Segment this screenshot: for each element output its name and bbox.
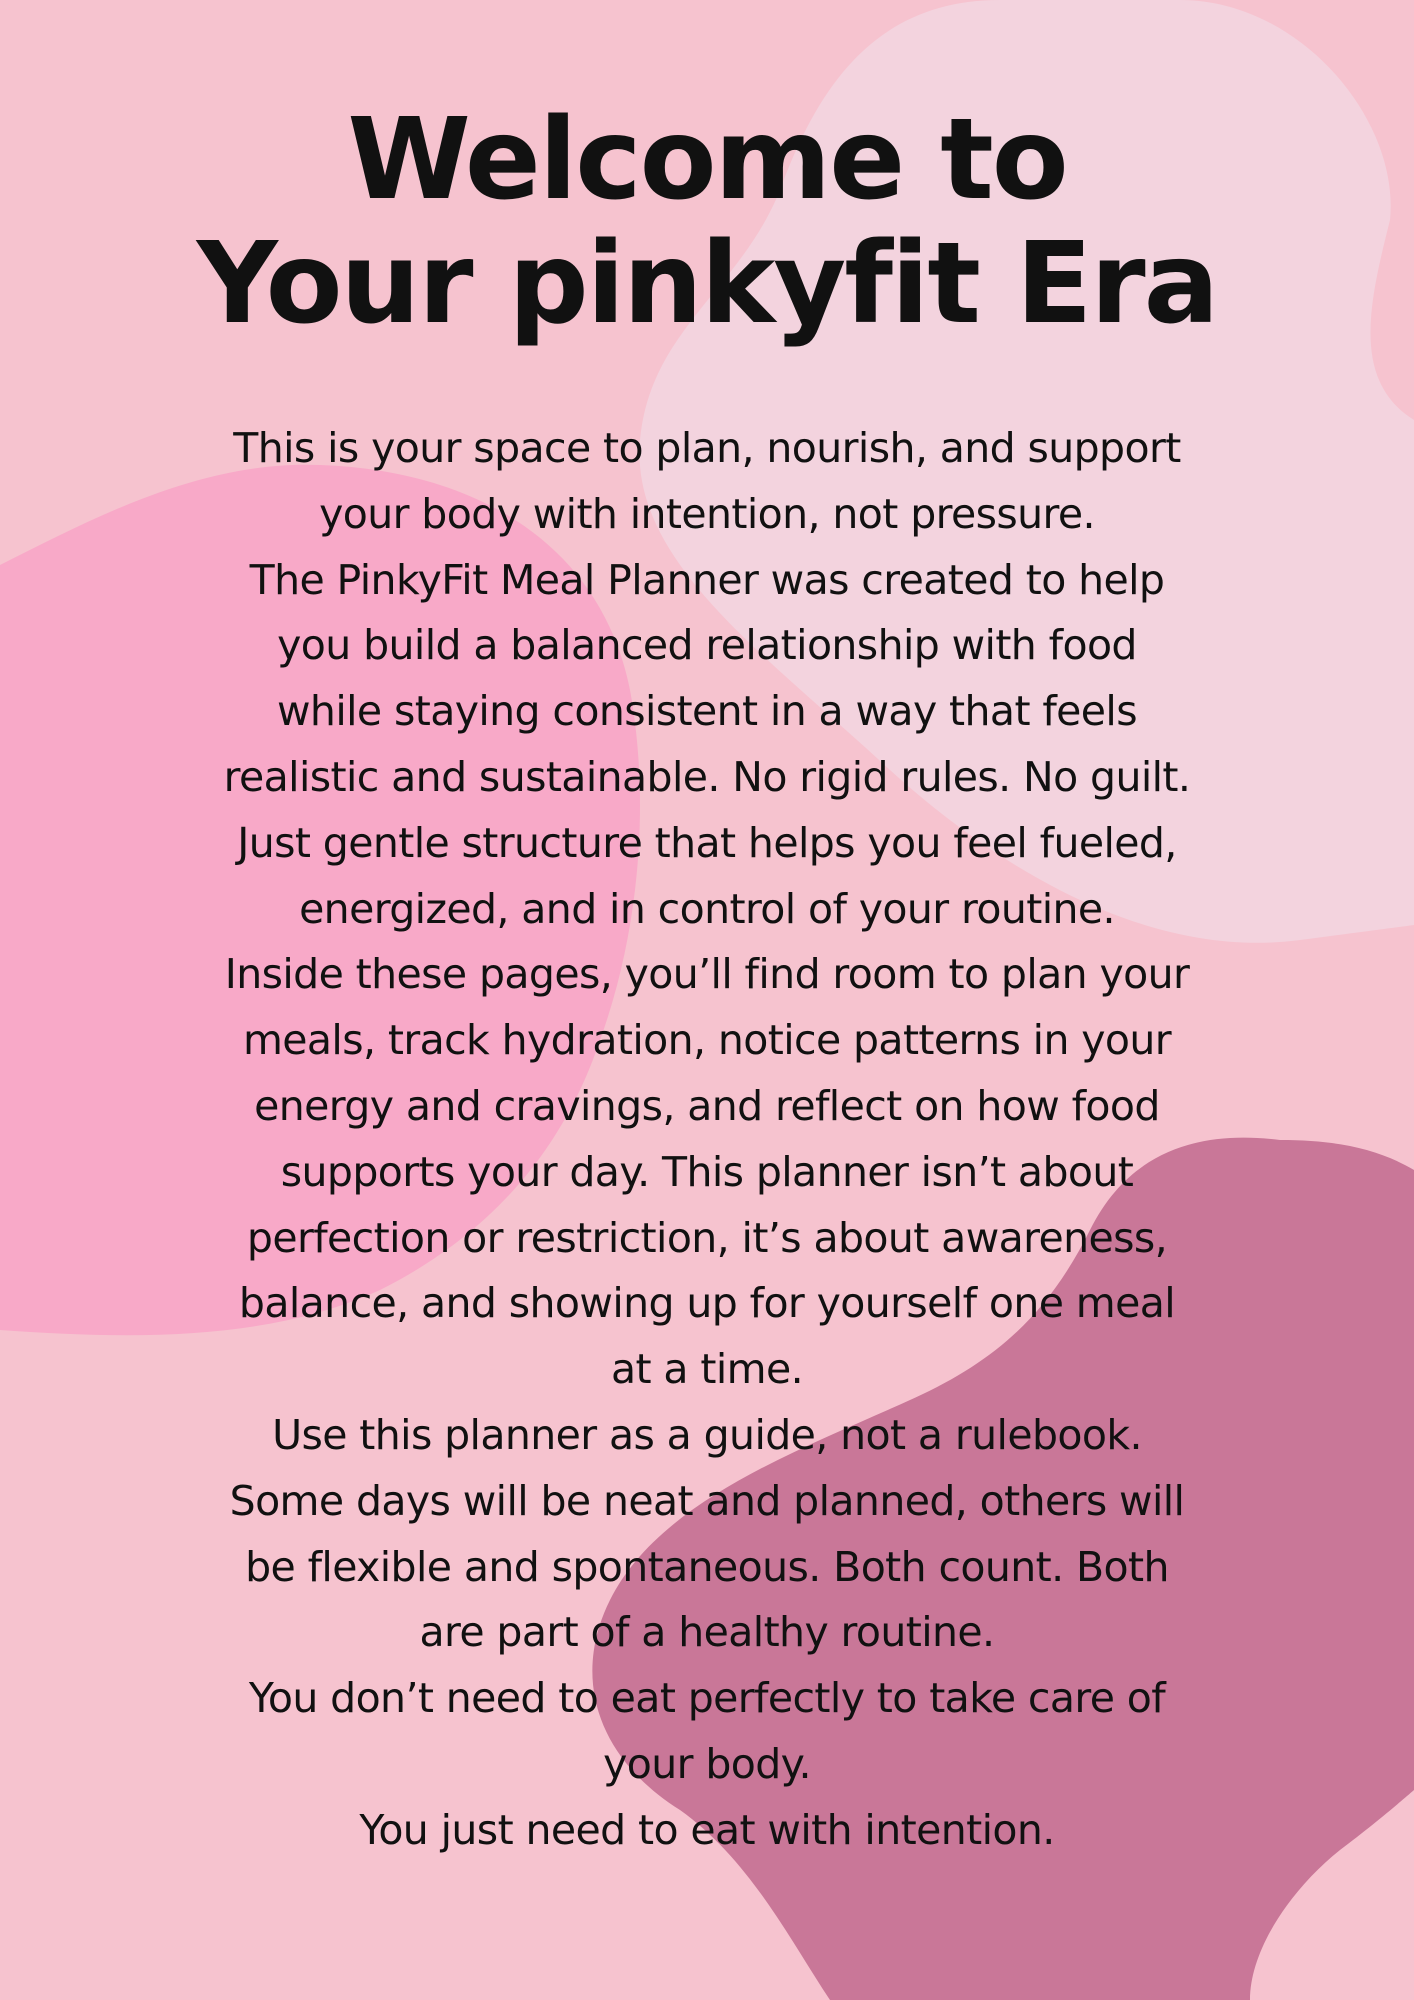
text-line: You just need to eat with intention. [359,1805,1055,1854]
text-line: perfection or restriction, it’s about awareness, [246,1213,1168,1262]
text-line: supports your day. This planner isn’t about [280,1147,1134,1196]
text-line: Inside these pages, you’ll find room to plan your [224,950,1190,999]
title-line-1: Welcome to [347,95,1067,225]
text-line: energy and cravings, and reflect on how food [254,1081,1160,1130]
text-line: Use this planner as a guide, not a rulebook. [272,1410,1142,1459]
text-line: The PinkyFit Meal Planner was created to help [249,555,1165,604]
text-line: Some days will be neat and planned, others will [229,1476,1185,1525]
text-line: energized, and in control of your routine. [299,884,1115,933]
title-line-2: Your pinkyfit Era [196,219,1218,349]
text-line: balance, and showing up for yourself one meal [238,1279,1176,1328]
text-line: meals, track hydration, notice patterns in your [242,1016,1172,1065]
text-line: are part of a healthy routine. [419,1608,995,1657]
text-line: realistic and sustainable. No rigid rules. No guilt. [223,752,1191,801]
text-line: at a time. [610,1345,804,1394]
text-line: your body. [603,1739,811,1788]
intro-paragraph [140,416,1274,1864]
text-line: you build a balanced relationship with food [277,621,1137,670]
text-line: while staying consistent in a way that feels [277,687,1137,736]
text-line: your body with intention, not pressure. [319,489,1095,538]
text-line: You don’t need to eat perfectly to take care of [248,1674,1166,1723]
page-title [0,95,1414,349]
text-line: Just gentle structure that helps you feel fueled, [237,818,1177,867]
text-line: be flexible and spontaneous. Both count. Both [245,1542,1169,1591]
text-line: This is your space to plan, nourish, and support [233,424,1181,472]
